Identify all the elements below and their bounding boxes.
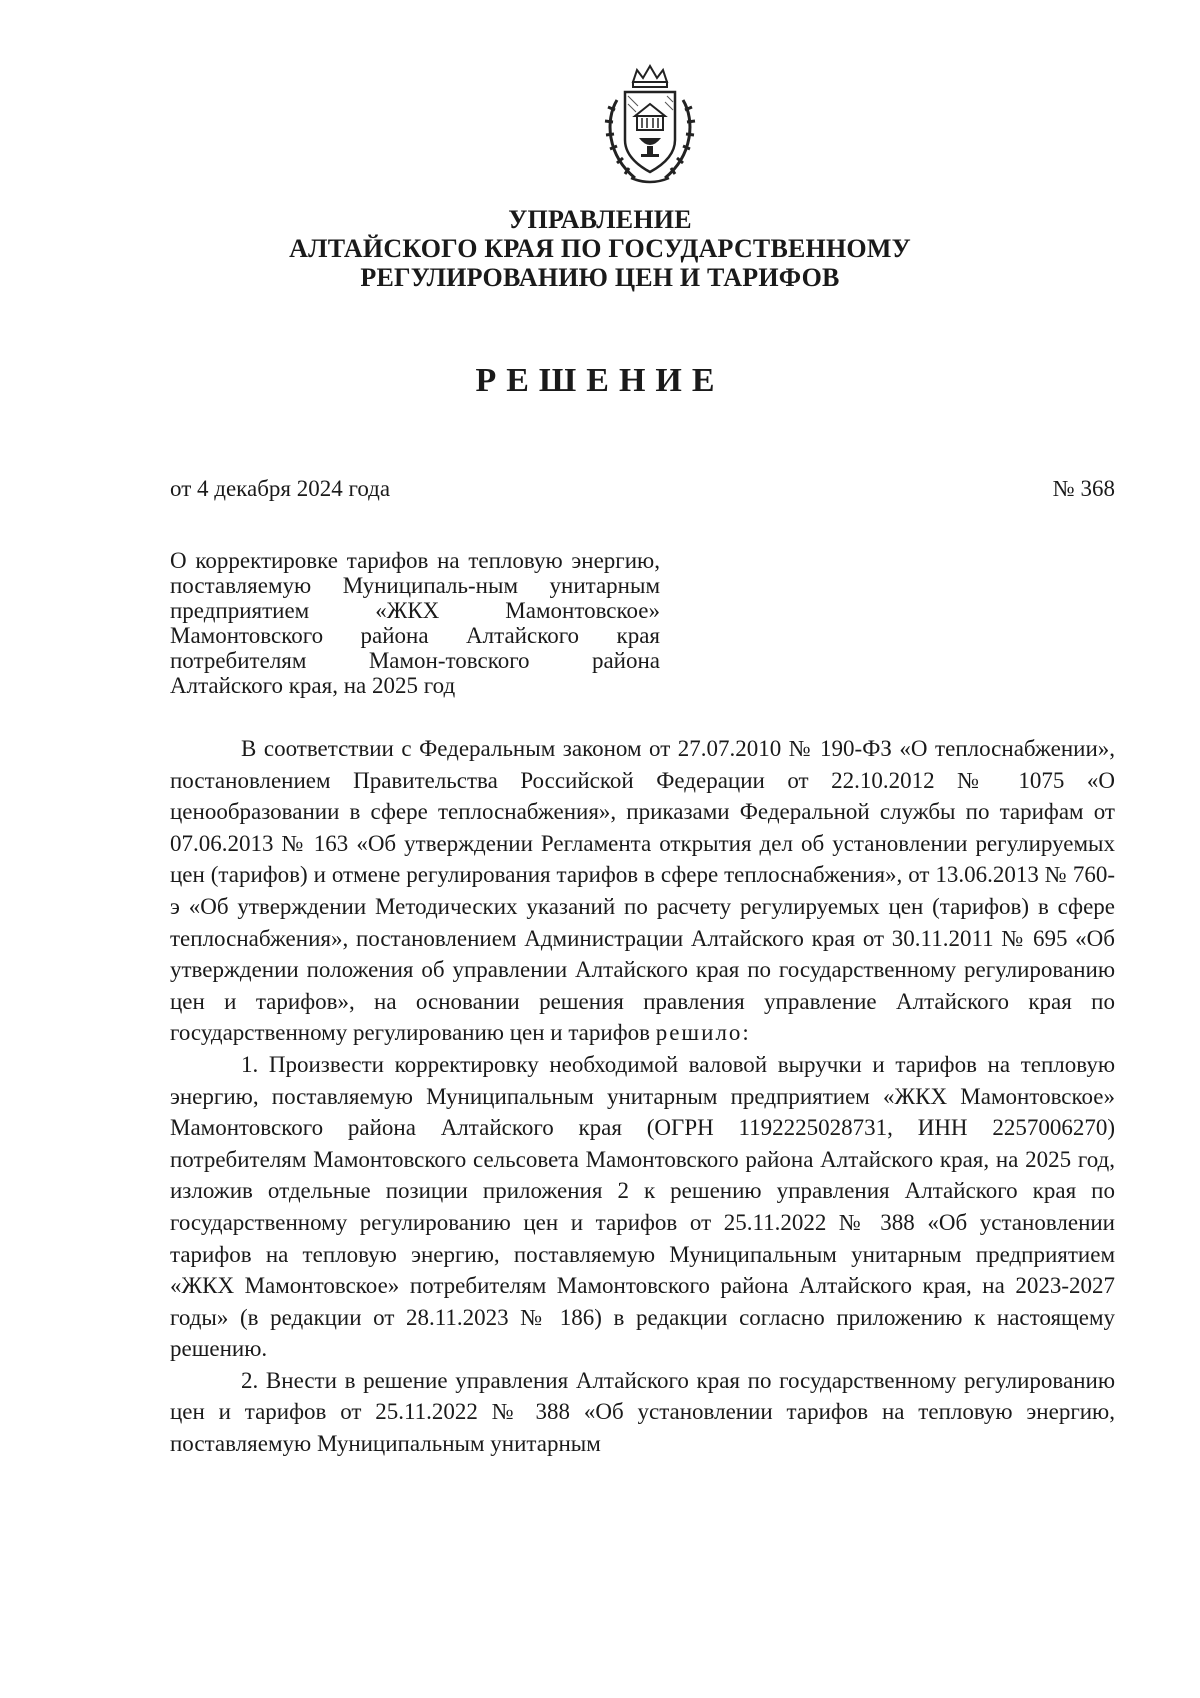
item-1-paragraph: 1. Произвести корректировку необходимой валовой выручки и тарифов на тепловую энергию, поставляемую Муниципальным унитарным предприятием «ЖКХ Мамонтовское» Мамонтовского района Алтайского края (ОГРН 1192225028731, ИНН 2257006270) потребителям Мамонтовского сельсовета Мамонтовского района Алтайского края, на 2025 год, изложив отдельные позиции приложения 2 к решению управления Алтайского края по государственному регулированию цен и тарифов от 25.11.2022 № 388 «Об установлении тарифов на тепловую энергию, поставляемую Муниципальным унитарным предприятием «ЖКХ Мамонтовское» потребителям Мамонтовского района Алтайского края, на 2023-2027 годы» (в редакции от 28.11.2023 № 186) в редакции согласно приложению к настоящему решению. xyxy=(170,1051,1115,1362)
coat-of-arms-icon xyxy=(595,60,705,190)
document-date: от 4 декабря 2024 года xyxy=(170,476,391,501)
document-subject: О корректировке тарифов на тепловую энергию, поставляемую Муниципаль-ным унитарным предприятием «ЖКХ Мамонтовское» Мамонтовского района Алтайского края потребителям Мамон-товского района Алтайского края, на 2025 год xyxy=(170,548,660,698)
document-number: № 368 xyxy=(1052,476,1115,501)
authority-line-2: АЛТАЙСКОГО КРАЯ ПО ГОСУДАРСТВЕННОМУ xyxy=(289,234,911,263)
coat-of-arms-emblem xyxy=(595,60,705,190)
resolved-word: решило: xyxy=(655,1020,751,1046)
item-2-paragraph: 2. Внести в решение управления Алтайского края по государственному регулированию цен и тарифов от 25.11.2022 № 388 «Об установлении тарифов на тепловую энергию, поставляемую Муниципальным унитарным xyxy=(170,1367,1115,1457)
document-body xyxy=(170,733,1115,1460)
issuing-authority xyxy=(0,205,1200,292)
authority-line-3: РЕГУЛИРОВАНИЮ ЦЕН И ТАРИФОВ xyxy=(360,263,840,292)
document-type-title: РЕШЕНИЕ xyxy=(475,362,725,399)
preamble-paragraph xyxy=(170,733,1115,1049)
preamble-text: В соответствии с Федеральным законом от 27.07.2010 № 190-ФЗ «О теплоснабжении», постановлением Правительства Российской Федерации от 22.10.2012 № 1075 «О ценообразовании в сфере теплоснабжения», приказами Федеральной службы по тарифам от 07.06.2013 № 163 «Об утверждении Регламента открытия дел об установлении регулируемых цен (тарифов) и отмене регулирования тарифов в сфере теплоснабжения», от 13.06.2013 № 760-э «Об утверждении Методических указаний по расчету регулируемых цен (тарифов) в сфере теплоснабжения», постановлением Администрации Алтайского края от 30.11.2011 № 695 «Об утверждении положения об управлении Алтайского края по государственному регулированию цен и тарифов», на основании решения правления управление Алтайского края по государственному регулированию цен и тарифов xyxy=(170,736,1115,1046)
document-meta xyxy=(170,476,1115,502)
authority-line-1: УПРАВЛЕНИЕ xyxy=(508,205,692,234)
